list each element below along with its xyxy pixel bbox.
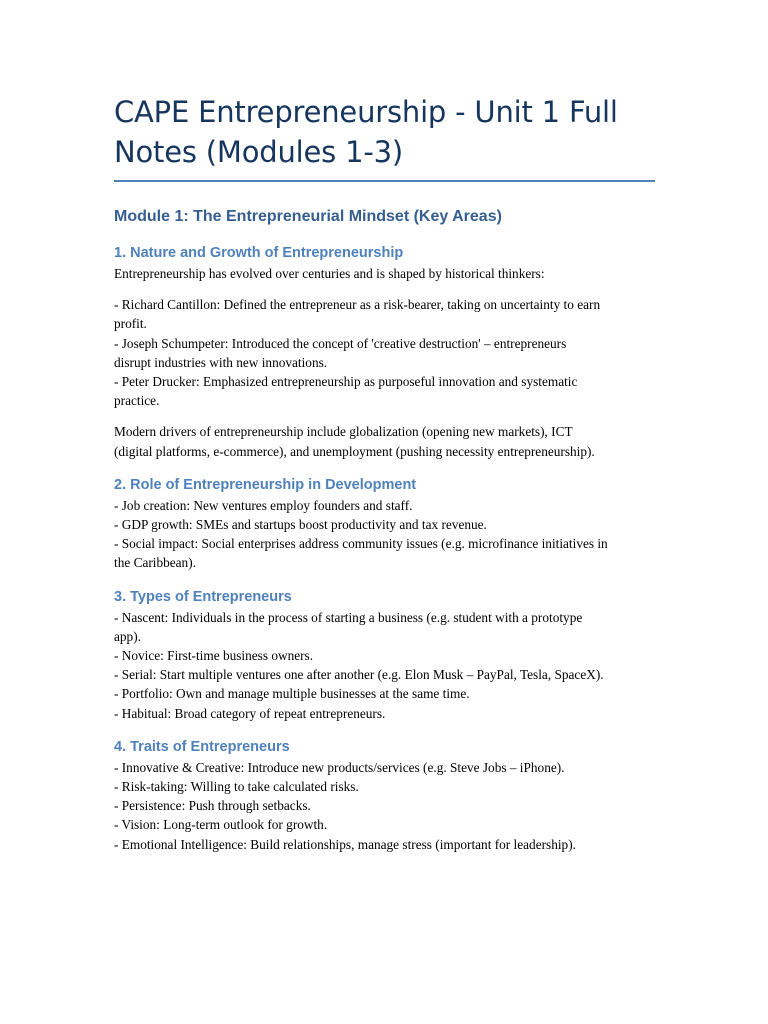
paragraph-line: Modern drivers of entrepreneurship include globalization (opening new markets), ICT (114, 424, 573, 440)
list-line: - Persistence: Push through setbacks. (114, 798, 311, 814)
section-heading: 4. Traits of Entrepreneurs (114, 738, 290, 755)
thinkers-list (114, 295, 659, 410)
section-types (114, 587, 659, 723)
list-line: - Risk-taking: Willing to take calculated risks. (114, 779, 359, 795)
list-line: practice. (114, 393, 160, 409)
section-traits (114, 737, 659, 854)
section-nature-growth (114, 243, 659, 461)
list-line: - Nascent: Individuals in the process of starting a business (e.g. student with a prototype (114, 609, 583, 625)
role-list (114, 496, 659, 573)
list-line: - Emotional Intelligence: Build relationships, manage stress (important for leadership). (114, 836, 576, 852)
list-line: - Habitual: Broad category of repeat entrepreneurs. (114, 705, 386, 721)
list-line: - Portfolio: Own and manage multiple businesses at the same time. (114, 686, 470, 702)
section-intro: Entrepreneurship has evolved over centuries and is shaped by historical thinkers: (114, 266, 545, 281)
list-line: the Caribbean). (114, 555, 196, 571)
list-line: - Peter Drucker: Emphasized entrepreneurship as purposeful innovation and systematic (114, 374, 578, 390)
modern-drivers-paragraph (114, 422, 659, 460)
list-line: profit. (114, 316, 147, 332)
list-line: - Innovative & Creative: Introduce new products/services (e.g. Steve Jobs – iPhone). (114, 759, 565, 775)
list-line: - Vision: Long-term outlook for growth. (114, 817, 328, 833)
section-heading: 1. Nature and Growth of Entrepreneurship (114, 245, 404, 261)
document-page (114, 92, 659, 854)
list-line: - GDP growth: SMEs and startups boost productivity and tax revenue. (114, 517, 487, 533)
list-line: - Novice: First-time business owners. (114, 648, 314, 664)
list-line: - Serial: Start multiple ventures one after another (e.g. Elon Musk – PayPal, Tesla, SpaceX). (114, 667, 604, 683)
traits-list (114, 758, 659, 854)
section-role-development (114, 475, 659, 573)
title-underline (114, 180, 655, 182)
module-1-heading: Module 1: The Entrepreneurial Mindset (Key Areas) (114, 208, 502, 225)
paragraph-line: (digital platforms, e-commerce), and unemployment (pushing necessity entrepreneurship). (114, 443, 595, 459)
list-line: app). (114, 628, 141, 644)
list-line: disrupt industries with new innovations. (114, 354, 328, 370)
list-line: - Joseph Schumpeter: Introduced the concept of 'creative destruction' – entrepreneurs (114, 335, 567, 351)
list-line: - Richard Cantillon: Defined the entrepreneur as a risk-bearer, taking on uncertainty to earn (114, 297, 601, 313)
section-heading: 2. Role of Entrepreneurship in Development (114, 476, 417, 493)
types-list (114, 608, 659, 723)
list-line: - Social impact: Social enterprises address community issues (e.g. microfinance initiatives in (114, 536, 608, 552)
title-line-1: CAPE Entrepreneurship - Unit 1 Full (114, 95, 618, 129)
list-line: - Job creation: New ventures employ founders and staff. (114, 497, 413, 513)
title-line-2: Notes (Modules 1-3) (114, 135, 403, 169)
document-title (114, 92, 659, 172)
section-heading: 3. Types of Entrepreneurs (114, 588, 292, 605)
